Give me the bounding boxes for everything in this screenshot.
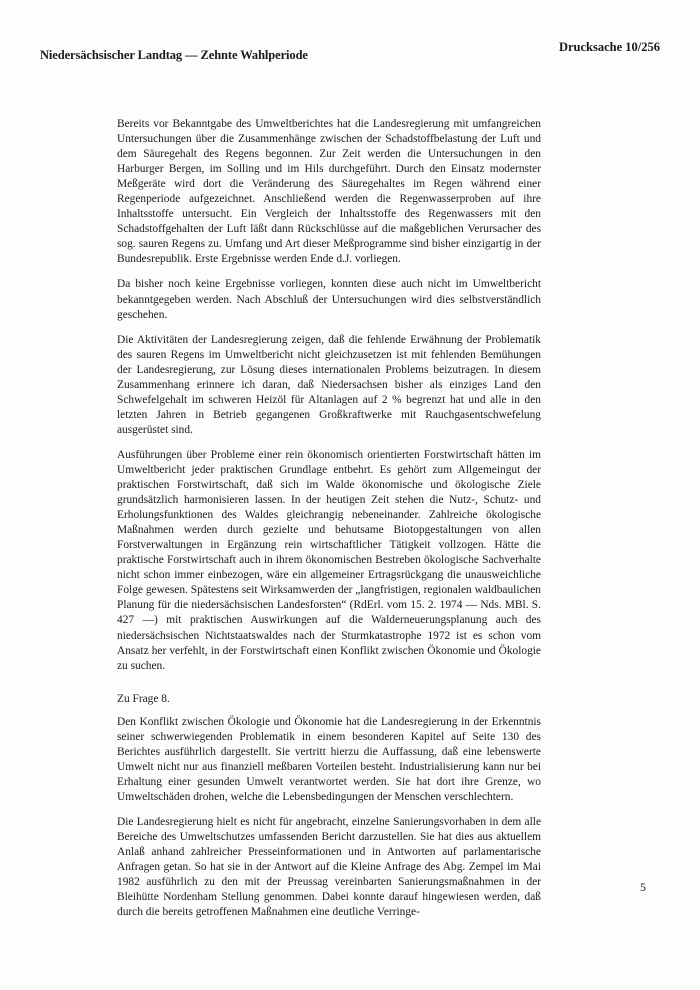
- body-paragraph: Bereits vor Bekanntgabe des Umweltberichtes hat die Landesregierung mit umfangreichen Untersuchungen über die Zusammenhänge zwischen der Schadstoffbelastung der Luft und dem Säuregehalt des Regens begonnen. Zur Zeit werden die Untersuchungen in den Harburger Bergen, im Solling und im Hils durchgeführt. Durch den Einsatz modernster Meßgeräte wird dort die Veränderung des Säuregehaltes im Regen während einer Regenperiode aufgezeichnet. Anschließend werden die Regenwasserproben auf ihre Inhaltsstoffe untersucht. Ein Vergleich der Inhaltsstoffe des Regenwassers mit den Schadstoffgehalten der Luft läßt dann Rückschlüsse auf die maßgeblichen Verursacher des sog. sauren Regens zu. Umfang und Art dieser Meßprogramme sind bisher einzigartig in der Bundesrepublik. Erste Ergebnisse werden Ende d.J. vorliegen.: [117, 118, 541, 266]
- body-paragraph: Ausführungen über Probleme einer rein ökonomisch orientierten Forstwirtschaft hätten im Umweltbericht jeder praktischen Grundlage entbehrt. Es gehört zum Allgemeingut der praktischen Forstwirtschaft, daß sich im Walde ökonomische und ökologische Ziele grundsätzlich harmonisieren lassen. In der heutigen Zeit stehen die Nutz-, Schutz- und Erholungsfunktionen des Waldes gleichrangig nebeneinander. Zahlreiche ökologische Maßnahmen werden durch gezielte und behutsame Biotopgestaltungen von allen Forstverwaltungen in Ergänzung rein wirtschaftlicher Tätigkeit vollzogen. Hätte die praktische Forstwirtschaft auch in ihrem ökonomischen Bestreben ökologische Sachverhalte nicht schon immer einbezogen, wäre ein allgemeiner Ertragsrückgang die unausweichliche Folge gewesen. Spätestens seit Wirksamwerden der „langfristigen, regionalen waldbaulichen Planung für die niedersächsischen Landesforsten“ (RdErl. vom 15. 2. 1974 — Nds. MBl. S. 427 —) mit praktischen Auswirkungen auf die Walderneuerungsplanung auch des niedersächsischen Nichtstaatswaldes nach der Sturmkatastrophe 1972 ist es schon vom Ansatz her verfehlt, in der Forstwirtschaft einen Konflikt zwischen Ökonomie und Ökologie zu suchen.: [117, 448, 541, 672]
- running-header-title: Niedersächsischer Landtag — Zehnte Wahlperiode: [40, 48, 308, 62]
- body-paragraph: Die Aktivitäten der Landesregierung zeigen, daß die fehlende Erwähnung der Problematik des sauren Regens im Umweltbericht nicht gleichzusetzen ist mit fehlenden Bemühungen der Landesregierung, zur Lösung dieses internationalen Problems beizutragen. In diesem Zusammenhang erinnere ich daran, daß Niedersachsen bisher als einziges Land den Schwefelgehalt im schweren Heizöl für Altanlagen auf 2 % begrenzt hat und alle in den letzten Jahren in Betrieb gegangenen Großkraftwerke mit Rauchgasentschwefelung ausgerüstet sind.: [117, 333, 541, 436]
- document-number: Drucksache 10/256: [558, 40, 660, 54]
- body-paragraph: Da bisher noch keine Ergebnisse vorliegen, konnten diese auch nicht im Umweltbericht bekanntgegeben werden. Nach Abschluß der Untersuchungen wird dies selbstverständlich geschehen.: [117, 278, 541, 321]
- body-paragraph: Den Konflikt zwischen Ökologie und Ökonomie hat die Landesregierung in der Erkenntnis seiner schwerwiegenden Problematik in einem besonderen Kapitel auf Seite 130 des Berichtes ausführlich dargestellt. Sie vertritt hierzu die Auffassung, daß eine lebenswerte Umwelt nicht nur aus finanziell meßbaren Vorteilen besteht. Industrialisierung kann nur bei Erhaltung einer gesunden Umwelt verantwortet werden. Sie hat dort ihre Grenze, wo Umweltschäden drohen, welche die Lebensbedingungen der Menschen verschlechtern.: [117, 715, 541, 803]
- document-body: [117, 117, 541, 930]
- body-paragraph: Die Landesregierung hielt es nicht für angebracht, einzelne Sanierungsvorhaben in dem alle Bereiche des Umweltschutzes umfassenden Bericht darzustellen. Sie hat dies aus aktuellem Anlaß anhand zahlreicher Presseinformationen und in Antworten auf parlamentarische Anfragen getan. So hat sie in der Antwort auf die Kleine Anfrage des Abg. Zempel im Mai 1982 ausführlich zu den mit der Preussag vereinbarten Sanierungsmaßnahmen in der Bleihütte Nordenham Stellung genommen. Dabei konnte darauf hingewiesen werden, daß durch die bereits getroffenen Maßnahmen eine deutliche Verringe-: [117, 815, 541, 919]
- page-number: 5: [640, 880, 646, 894]
- section-heading: Zu Frage 8.: [117, 692, 170, 705]
